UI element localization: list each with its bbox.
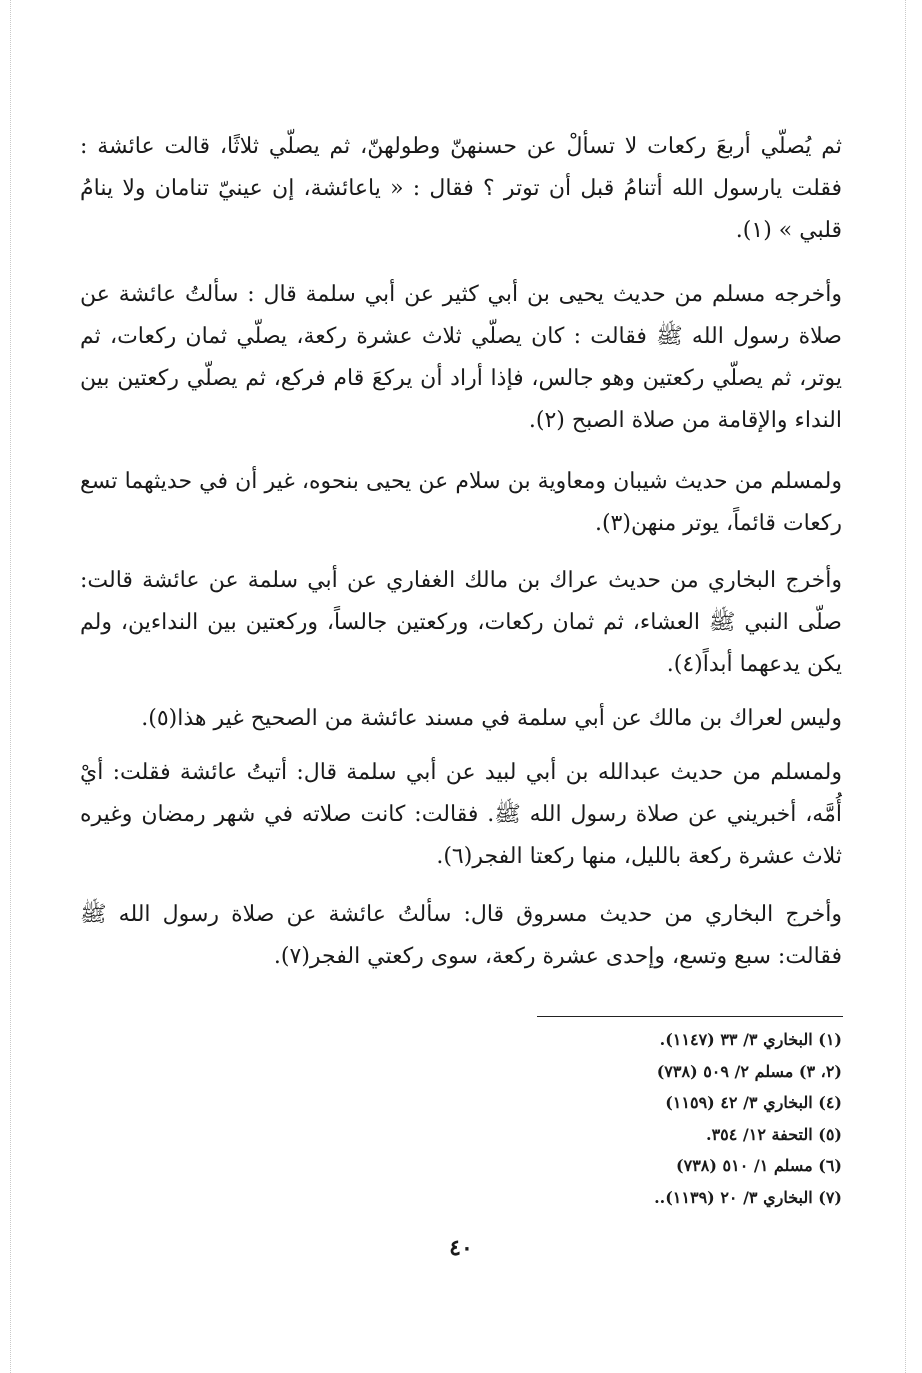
paragraph-5: وليس لعراك بن مالك عن أبي سلمة في مسند عائشة من الصحيح غير هذا(٥). bbox=[141, 706, 842, 731]
footnote-5: (٥) التحفة ١٢/ ٣٥٤. bbox=[706, 1124, 842, 1144]
scan-edge-left bbox=[10, 0, 11, 1373]
paragraph-1: ثم يُصلّي أربعَ ركعات لا تسألْ عن حسنهنّ وطولهنّ، ثم يصلّي ثلاثًا، قالت عائشة : فقلت يارسول الله أتنامُ قبل أن توتر ؟ فقال : « ياعائشة، إن عينيّ تنامان ولا ينامُ قلبي » (١). bbox=[80, 134, 842, 243]
paragraph-4: وأخرج البخاري من حديث عراك بن مالك الغفاري عن أبي سلمة عن عائشة قالت: صلّى النبي ﷺ العشاء، ثم ثمان ركعات، وركعتين جالساً، وركعتين بين النداءين، ولم يكن يدعهما أبداً(٤). bbox=[80, 568, 842, 677]
paragraph-2: وأخرجه مسلم من حديث يحيى بن أبي كثير عن أبي سلمة قال : سألتُ عائشة عن صلاة رسول الله ﷺ فقالت : كان يصلّي ثلاث عشرة ركعة، يصلّي ثمان ركعات، ثم يوتر، ثم يصلّي ركعتين وهو جالس، فإذا أراد أن يركعَ قام فركع، ثم يصلّي ركعتين بين النداء والإقامة من صلاة الصبح (٢). bbox=[80, 282, 842, 433]
scan-edge-right bbox=[905, 0, 906, 1373]
paragraph-6: ولمسلم من حديث عبدالله بن أبي لبيد عن أبي سلمة قال: أتيتُ عائشة فقلت: أيْ أُمَّه، أخبريني عن صلاة رسول الله ﷺ. فقالت: كانت صلاته في شهر رمضان وغيره ثلاث عشرة ركعة بالليل، منها ركعتا الفجر(٦). bbox=[80, 760, 842, 869]
footnotes bbox=[542, 1024, 842, 1213]
footnote-2-3: (٢، ٣) مسلم ٢/ ٥٠٩ (٧٣٨) bbox=[656, 1061, 842, 1081]
page-number: ٤٠ bbox=[449, 1235, 473, 1261]
footnote-6: (٦) مسلم ١/ ٥١٠ (٧٣٨) bbox=[676, 1156, 842, 1175]
footnote-separator bbox=[537, 1016, 843, 1017]
footnote-4: (٤) البخاري ٣/ ٤٢ (١١٥٩) bbox=[665, 1093, 842, 1112]
footnote-1: (١) البخاري ٣/ ٣٣ (١١٤٧). bbox=[659, 1030, 842, 1049]
paragraph-3: ولمسلم من حديث شيبان ومعاوية بن سلام عن يحيى بنحوه، غير أن في حديثهما تسع ركعات قائماً، يوتر منهن(٣). bbox=[80, 469, 842, 536]
paragraph-7: وأخرج البخاري من حديث مسروق قال: سألتُ عائشة عن صلاة رسول الله ﷺ فقالت: سبع وتسع، وإحدى عشرة ركعة، سوى ركعتي الفجر(٧). bbox=[80, 902, 842, 969]
footnote-7: (٧) البخاري ٣/ ٢٠ (١١٣٩).. bbox=[654, 1187, 842, 1207]
